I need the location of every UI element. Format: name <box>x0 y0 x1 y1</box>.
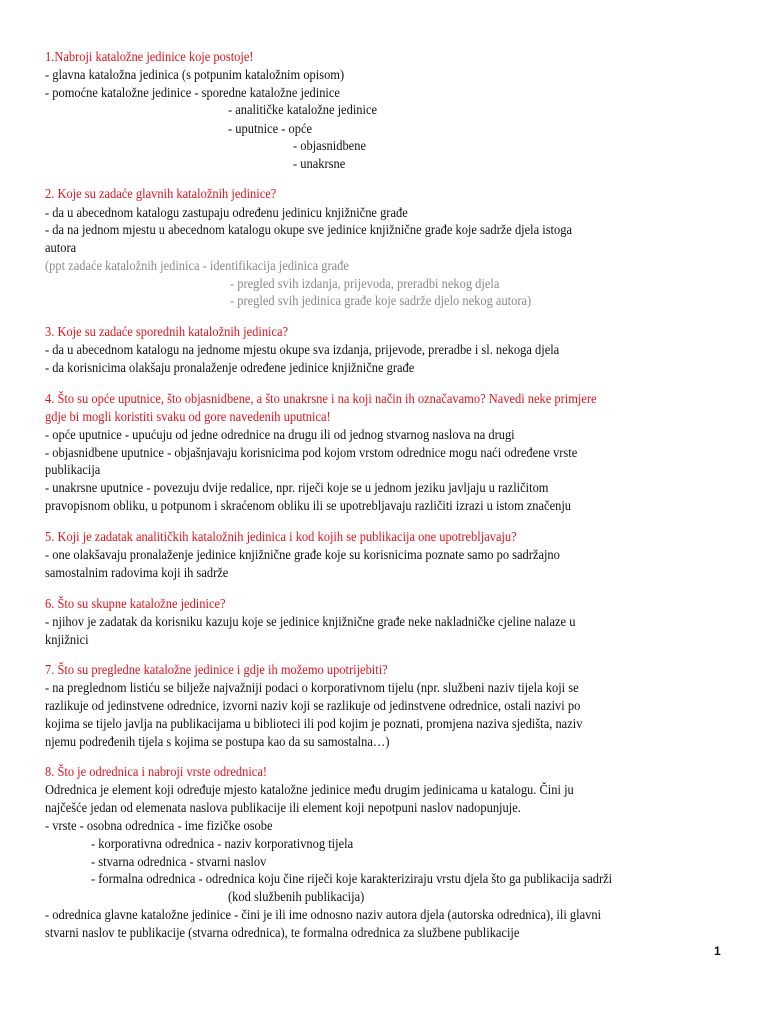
answer-line: - opće uputnice - upućuju od jedne odrednice na drugu ili od jednog stvarnog naslova na drugi <box>45 427 515 442</box>
answer-line: - da u abecednom katalogu zastupaju određenu jedinicu knjižnične građe <box>45 205 408 220</box>
answer-line: - da u abecednom katalogu na jednome mjestu okupe sva izdanja, prijevode, preradbe i sl. nekoga djela <box>45 342 560 357</box>
answer-line: - glavna kataložna jedinica (s potpunim kataložnim opisom) <box>45 67 345 82</box>
answer-line: - njihov je zadatak da korisniku kazuju koje se jedinice knjižnične građe neke nakladničke cjeline nalaze u <box>45 614 576 629</box>
question-7-title: 7. Što su pregledne kataložne jedinice i gdje ih možemo upotrijebiti? <box>45 662 388 677</box>
question-5-title: 5. Koji je zadatak analitičkih kataložnih jedinica i kod kojih se publikacija one upotrebljavaju? <box>45 529 517 544</box>
answer-line: - unakrsne uputnice - povezuju dvije redalice, npr. riječi koje se u jednom jeziku javljaju u različitom <box>45 480 549 495</box>
answer-line: - da korisnicima olakšaju pronalaženje određene jedinice knjižnične građe <box>45 360 415 375</box>
note-line: - pregled svih izdanja, prijevoda, preradbi nekog djela <box>230 276 500 291</box>
answer-line: stvarni naslov te publikacije (stvarna odrednica), te formalna odrednica za službene publikacije <box>45 925 520 940</box>
answer-line: razlikuje od jedinstvene odrednice, izvorni naziv koji se razlikuje od jedinstvene odrednice, ostali nazivi po <box>45 698 581 713</box>
page-number: 1 <box>714 944 721 958</box>
question-6-title: 6. Što su skupne kataložne jedinice? <box>45 596 226 611</box>
answer-line: - objasnidbene <box>293 138 366 153</box>
answer-line: - stvarna odrednica - stvarni naslov <box>91 854 267 869</box>
answer-line: pravopisnom obliku, u potpunom i skraćenom obliku ili se upotrebljavaju različiti izrazi u istom značenju <box>45 498 572 513</box>
answer-line: - analitičke kataložne jedinice <box>228 102 378 117</box>
answer-line: - one olakšavaju pronalaženje jedinice knjižnične građe koje su korisnicima poznate samo po sadržajno <box>45 547 560 562</box>
answer-line: - korporativna odrednica - naziv korporativnog tijela <box>91 836 354 851</box>
question-8-title: 8. Što je odrednica i nabroji vrste odrednica! <box>45 764 268 779</box>
answer-line: kojima se tijelo javlja na publikacijama u biblioteci ili pod kojim je poznati, promjena naziva sjedišta, naziv <box>45 716 583 731</box>
question-4-title: gdje bi mogli koristiti svaku od gore navedenih uputnica! <box>45 409 331 424</box>
answer-line: - uputnice - opće <box>228 121 313 136</box>
answer-line: - na preglednom listiću se bilježe najvažniji podaci o korporativnom tijelu (npr. službeni naziv tijela koji se <box>45 680 579 695</box>
question-3-title: 3. Koje su zadaće sporednih kataložnih jedinica? <box>45 324 289 339</box>
answer-line: autora <box>45 240 77 255</box>
answer-line: Odrednica je element koji određuje mjesto kataložne jedinice među drugim jedinicama u katalogu. Čini ju <box>45 782 574 797</box>
answer-line: (kod službenih publikacija) <box>228 889 365 904</box>
answer-line: najčešće jedan od elemenata naslova publikacije ili element koji nepotpuni naslov nadopunjuje. <box>45 800 521 815</box>
answer-line: - unakrsne <box>293 156 346 171</box>
answer-line: - vrste - osobna odrednica - ime fizičke osobe <box>45 818 273 833</box>
answer-line: - objasnidbene uputnice - objašnjavaju korisnicima pod kojom vrstom odrednice mogu naći određene vrste <box>45 445 578 460</box>
answer-line: knjižnici <box>45 632 89 647</box>
question-1-title: 1.Nabroji kataložne jedinice koje postoje! <box>45 49 254 64</box>
note-line: (ppt zadaće kataložnih jedinica - identifikacija jedinica građe <box>45 258 349 273</box>
answer-line: publikacija <box>45 462 101 477</box>
note-line: - pregled svih jedinica građe koje sadrže djelo nekog autora) <box>230 293 532 308</box>
answer-line: - da na jednom mjestu u abecednom katalogu okupe sve jedinice knjižnične građe koje sadrže djela istoga <box>45 222 573 237</box>
answer-line: - odrednica glavne kataložne jedinice - čini je ili ime odnosno naziv autora djela (autorska odrednica), ili glavni <box>45 907 602 922</box>
answer-line: njemu podređenih tijela s kojima se postupa kao da su samostalna…) <box>45 734 390 749</box>
question-4-title: 4. Što su opće uputnice, što objasnidbene, a što unakrsne i na koji način ih označavamo? Navedi neke primjere <box>45 391 597 406</box>
answer-line: - pomoćne kataložne jedinice - sporedne kataložne jedinice <box>45 85 340 100</box>
answer-line: samostalnim radovima koji ih sadrže <box>45 565 229 580</box>
answer-line: - formalna odrednica - odrednica koju čine riječi koje karakteriziraju vrstu djela što ga publikacija sadrži <box>91 871 613 886</box>
question-2-title: 2. Koje su zadaće glavnih kataložnih jedinice? <box>45 186 277 201</box>
